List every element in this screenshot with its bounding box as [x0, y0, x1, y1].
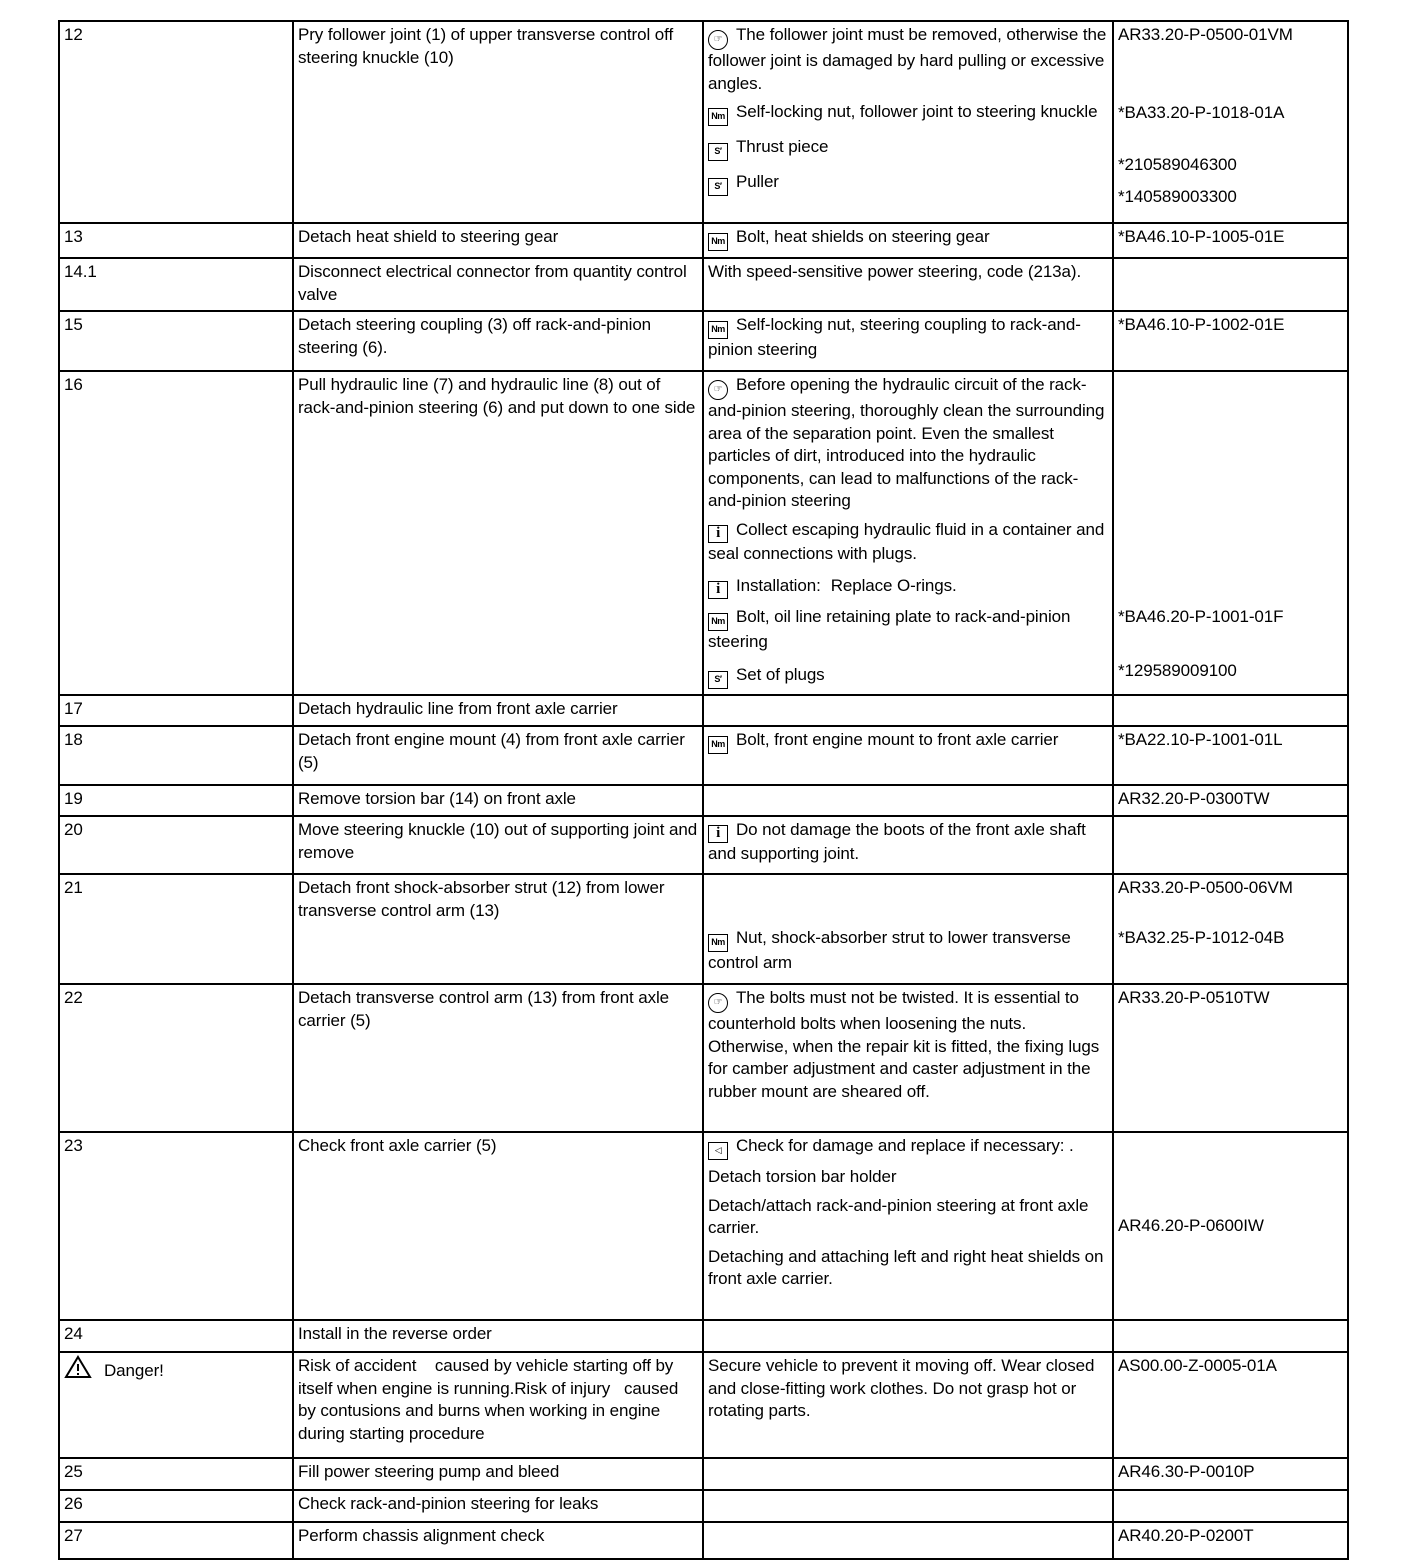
step-action: Perform chassis alignment check [293, 1522, 703, 1559]
doc-ref[interactable]: AR40.20-P-0200T [1113, 1522, 1348, 1559]
step-notes [703, 1132, 1113, 1320]
note-item: S′ Puller [708, 167, 1108, 196]
step-refs [1113, 258, 1348, 311]
note-icon: ☞ [708, 380, 728, 400]
danger-label: Danger! [59, 1352, 293, 1458]
tool-number: *210589046300 [1118, 155, 1237, 174]
step-action: Risk of accident caused by vehicle starting off by itself when engine is running.Risk of injury caused by contusions and burns when working in engine during starting procedure [293, 1352, 703, 1458]
step-action: Pull hydraulic line (7) and hydraulic line (8) out of rack-and-pinion steering (6) and put down to one side [293, 371, 703, 695]
step-notes [703, 785, 1113, 816]
doc-ref[interactable]: *BA46.20-P-1001-01F [1118, 607, 1284, 626]
step-number: 14.1 [59, 258, 293, 311]
step-number: 15 [59, 311, 293, 371]
note-item: ◁ Check for damage and replace if necessary: . [708, 1135, 1108, 1160]
step-notes: Nm Bolt, heat shields on steering gear [703, 223, 1113, 258]
table-row [59, 874, 1348, 984]
step-number: 13 [59, 223, 293, 258]
table-row [59, 21, 1348, 223]
step-action: Fill power steering pump and bleed [293, 1458, 703, 1490]
step-notes [703, 874, 1113, 984]
step-notes [703, 1458, 1113, 1490]
note-item: S′ Thrust piece [708, 132, 1108, 161]
doc-ref[interactable]: *BA33.20-P-1018-01A [1118, 103, 1285, 122]
note-item: i Installation: Replace O-rings. [708, 571, 1108, 600]
step-notes: Nm Self-locking nut, steering coupling to rack-and-pinion steering [703, 311, 1113, 371]
step-notes [703, 21, 1113, 223]
note-icon: ☞ [708, 30, 728, 50]
step-refs [1113, 21, 1348, 223]
step-action: Remove torsion bar (14) on front axle [293, 785, 703, 816]
procedure-table [58, 20, 1349, 1560]
note-item: Detach/attach rack-and-pinion steering at front axle carrier. [708, 1195, 1089, 1237]
step-refs [1113, 816, 1348, 874]
tool-number: *129589009100 [1118, 661, 1237, 680]
step-action: Detach front engine mount (4) from front axle carrier (5) [293, 726, 703, 785]
table-row [59, 816, 1348, 874]
table-row [59, 223, 1348, 258]
doc-ref[interactable]: AS00.00-Z-0005-01A [1113, 1352, 1348, 1458]
step-number: 16 [59, 371, 293, 695]
step-notes [703, 1320, 1113, 1352]
step-notes [703, 1490, 1113, 1522]
table-row [59, 1320, 1348, 1352]
note-item: ☞ The follower joint must be removed, otherwise the follower joint is damaged by hard pulling or excessive angles. [708, 25, 1107, 93]
step-number: 23 [59, 1132, 293, 1320]
torque-icon: Nm [708, 108, 728, 126]
step-notes [703, 371, 1113, 695]
table-row [59, 1522, 1348, 1559]
doc-ref[interactable]: AR33.20-P-0500-06VM [1118, 878, 1293, 897]
step-notes: With speed-sensitive power steering, code (213a). [703, 258, 1113, 311]
step-action: Check rack-and-pinion steering for leaks [293, 1490, 703, 1522]
doc-ref[interactable]: *BA22.10-P-1001-01L [1113, 726, 1348, 785]
table-row [59, 1458, 1348, 1490]
step-action: Install in the reverse order [293, 1320, 703, 1352]
step-notes [703, 1522, 1113, 1559]
step-action: Check front axle carrier (5) [293, 1132, 703, 1320]
step-number: 26 [59, 1490, 293, 1522]
special-tool-icon: S′ [708, 178, 728, 196]
doc-ref[interactable]: AR46.20-P-0600IW [1118, 1216, 1264, 1235]
step-number: 18 [59, 726, 293, 785]
emphasis: not [850, 988, 875, 1007]
note-item: S′ Set of plugs [708, 660, 1108, 689]
step-action: Disconnect electrical connector from quantity control valve [293, 258, 703, 311]
step-refs [1113, 1320, 1348, 1352]
special-tool-icon: S′ [708, 143, 728, 161]
table-row [59, 311, 1348, 371]
step-number: 25 [59, 1458, 293, 1490]
warning-icon [64, 1355, 92, 1379]
table-row [59, 984, 1348, 1132]
tool-number: *140589003300 [1118, 187, 1237, 206]
table-row [59, 785, 1348, 816]
step-action: Detach steering coupling (3) off rack-and-pinion steering (6). [293, 311, 703, 371]
step-action: Pry follower joint (1) of upper transverse control off steering knuckle (10) [293, 21, 703, 223]
step-number: 24 [59, 1320, 293, 1352]
step-notes: ☞ The bolts must not be twisted. It is essential to counterhold bolts when loosening the nuts. Otherwise, when the repair kit is fitted, the fixing lugs for camber adjustment and caster adjustment in the rubber mount are sheared off. [703, 984, 1113, 1132]
info-icon: i [708, 581, 728, 599]
step-action: Detach front shock-absorber strut (12) from lower transverse control arm (13) [293, 874, 703, 984]
doc-ref[interactable]: *BA32.25-P-1012-04B [1118, 928, 1285, 947]
note-item: Nm Self-locking nut, follower joint to steering knuckle [708, 101, 1108, 126]
note-icon: ☞ [708, 993, 728, 1013]
step-notes: Nm Bolt, front engine mount to front axle carrier [703, 726, 1113, 785]
doc-ref[interactable]: AR46.30-P-0010P [1113, 1458, 1348, 1490]
info-icon: i [708, 525, 728, 543]
step-notes: i Do not damage the boots of the front axle shaft and supporting joint. [703, 816, 1113, 874]
step-number: 21 [59, 874, 293, 984]
doc-ref[interactable]: AR33.20-P-0500-01VM [1118, 25, 1293, 44]
torque-icon: Nm [708, 736, 728, 754]
step-number: 22 [59, 984, 293, 1132]
table-row-danger [59, 1352, 1348, 1458]
table-row [59, 726, 1348, 785]
step-refs [1113, 371, 1348, 695]
step-action: Detach hydraulic line from front axle carrier [293, 695, 703, 726]
step-refs [1113, 1490, 1348, 1522]
doc-ref[interactable]: AR33.20-P-0510TW [1113, 984, 1348, 1132]
check-icon: ◁ [708, 1142, 728, 1160]
note-item: Detaching and attaching left and right heat shields on front axle carrier. [708, 1246, 1104, 1288]
torque-icon: Nm [708, 613, 728, 631]
note-item: i Collect escaping hydraulic fluid in a container and seal connections with plugs. [708, 519, 1105, 563]
note-item: Nm Bolt, oil line retaining plate to rack-and-pinion steering [708, 607, 1071, 651]
step-action: Detach heat shield to steering gear [293, 223, 703, 258]
step-action: Move steering knuckle (10) out of supporting joint and remove [293, 816, 703, 874]
doc-ref[interactable]: *BA46.10-P-1005-01E [1113, 223, 1348, 258]
step-number: 20 [59, 816, 293, 874]
note-item: ☞ Before opening the hydraulic circuit of the rack-and-pinion steering, thoroughly clean the surrounding area of the separation point. Even the smallest particles of dirt, introduced into the hydraulic components, can lead to malfunctions of the rack-and-pinion steering [708, 375, 1105, 510]
table-row [59, 258, 1348, 311]
doc-ref[interactable]: *BA46.10-P-1002-01E [1113, 311, 1348, 371]
special-tool-icon: S′ [708, 671, 728, 689]
table-row [59, 1132, 1348, 1320]
info-icon: i [708, 825, 728, 843]
step-action: Detach transverse control arm (13) from front axle carrier (5) [293, 984, 703, 1132]
step-refs [1113, 874, 1348, 984]
step-refs [1113, 1132, 1348, 1320]
torque-icon: Nm [708, 934, 728, 952]
step-number: 17 [59, 695, 293, 726]
step-notes [703, 695, 1113, 726]
table-row [59, 371, 1348, 695]
torque-icon: Nm [708, 321, 728, 339]
table-row [59, 1490, 1348, 1522]
step-refs [1113, 695, 1348, 726]
step-number: 27 [59, 1522, 293, 1559]
step-number: 19 [59, 785, 293, 816]
table-row [59, 695, 1348, 726]
step-notes: Secure vehicle to prevent it moving off. Wear closed and close-fitting work clothes. Do not grasp hot or rotating parts. [703, 1352, 1113, 1458]
note-item: Nm Nut, shock-absorber strut to lower transverse control arm [708, 928, 1071, 972]
torque-icon: Nm [708, 233, 728, 251]
note-item: Detach torsion bar holder [708, 1167, 897, 1186]
doc-ref[interactable]: AR32.20-P-0300TW [1113, 785, 1348, 816]
step-number: 12 [59, 21, 293, 223]
